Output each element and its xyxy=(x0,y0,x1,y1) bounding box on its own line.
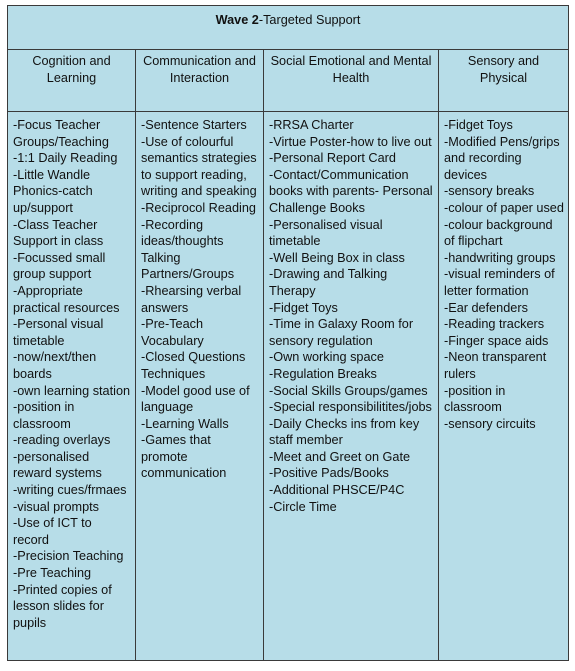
list-item: -Personal Report Card xyxy=(269,151,396,166)
list-item: -Circle Time xyxy=(269,499,337,514)
list-item: -Additional PHSCE/P4C xyxy=(269,483,405,498)
column-heading-semh: Social Emotional and Mental Health xyxy=(264,50,439,112)
list-item: -sensory breaks xyxy=(444,184,535,199)
list-item: -RRSA Charter xyxy=(269,118,354,132)
list-item: -Fidget Toys xyxy=(269,300,338,315)
list-item: -colour background of flipchart xyxy=(444,217,553,249)
list-item: -Precision Teaching xyxy=(13,549,124,564)
list-item: -writing cues/frmaes xyxy=(13,483,127,498)
list-item: -Sentence Starters xyxy=(141,118,247,132)
list-item: -Virtue Poster-how to live out xyxy=(269,134,432,149)
list-item: -reading overlays xyxy=(13,433,111,448)
list-item: -Well Being Box in class xyxy=(269,250,405,265)
list-item: -Meet and Greet on Gate xyxy=(269,449,411,464)
list-item: -colour of paper used xyxy=(444,200,564,215)
column-semh xyxy=(264,112,439,661)
list-item: -position in classroom xyxy=(13,400,75,431)
list-item: -Class Teacher Support in class xyxy=(13,217,104,249)
list-item: -position in classroom xyxy=(444,383,506,415)
list-item: -Daily Checks ins from key staff member xyxy=(269,416,420,448)
list-item: -handwriting groups xyxy=(444,250,556,265)
list-item: -Focussed small group support xyxy=(13,250,106,282)
list-item: -sensory circuits xyxy=(444,416,536,431)
list-item: -own learning station xyxy=(13,383,131,398)
list-item: -Closed Questions Techniques xyxy=(141,350,246,381)
column-sensory xyxy=(439,112,569,661)
table-title-bold: Wave 2 xyxy=(215,13,259,27)
list-item: -Use of ICT to record xyxy=(13,516,92,547)
list-item: -Model good use of language xyxy=(141,383,250,415)
list-item: -Social Skills Groups/games xyxy=(269,383,428,398)
wave-2-support-table xyxy=(7,5,569,661)
list-item: -Modified Pens/grips and recording devices xyxy=(444,134,560,182)
list-item: -Focus Teacher Groups/Teaching xyxy=(13,118,109,149)
list-item: -now/next/then boards xyxy=(13,350,97,381)
list-item: -visual prompts xyxy=(13,499,100,514)
column-heading-sensory: Sensory and Physical xyxy=(439,50,569,112)
table-title xyxy=(8,6,569,50)
list-item: -Personalised visual timetable xyxy=(269,217,383,249)
list-item: -Games that promote communication xyxy=(141,433,227,481)
column-heading-cognition: Cognition and Learning xyxy=(8,50,136,112)
list-item: -Printed copies of lesson slides for pupils xyxy=(13,582,112,630)
list-item: -Little Wandle Phonics-catch up/support xyxy=(13,167,93,215)
list-item: -Pre-Teach Vocabulary xyxy=(141,317,204,348)
column-cognition xyxy=(8,112,136,661)
table-title-rest: -Targeted Support xyxy=(258,13,361,27)
list-item: -Learning Walls xyxy=(141,416,229,431)
list-item: -Rhearsing verbal answers xyxy=(141,283,242,315)
list-item: -Own working space xyxy=(269,350,384,365)
list-item: -Reading trackers xyxy=(444,317,545,332)
list-item: -Special responsibilitites/jobs xyxy=(269,400,432,415)
column-communication xyxy=(136,112,264,661)
list-item: -Reciprocol Reading xyxy=(141,200,256,215)
column-heading-communication: Communication and Interaction xyxy=(136,50,264,112)
list-item: -Contact/Communication books with parents- Personal Challenge Books xyxy=(269,167,433,215)
list-item: -Ear defenders xyxy=(444,300,528,315)
list-item: -Positive Pads/Books xyxy=(269,466,389,481)
list-item: -Time in Galaxy Room for sensory regulation xyxy=(269,317,414,348)
list-item: -Neon transparent rulers xyxy=(444,350,547,381)
list-item: -1:1 Daily Reading xyxy=(13,151,118,166)
list-item: -Use of colourful semantics strategies to support reading, writing and speaking xyxy=(141,134,257,199)
list-item: -visual reminders of letter formation xyxy=(444,267,555,298)
list-item: -Drawing and Talking Therapy xyxy=(269,267,388,298)
list-item: -Pre Teaching xyxy=(13,566,92,581)
list-item: -Recording ideas/thoughts Talking Partners/Groups xyxy=(141,217,235,282)
list-item: -Finger space aids xyxy=(444,333,549,348)
list-item: -personalised reward systems xyxy=(13,449,102,481)
list-item: -Fidget Toys xyxy=(444,118,513,132)
list-item: -Appropriate practical resources xyxy=(13,283,120,315)
list-item: -Regulation Breaks xyxy=(269,366,377,381)
list-item: -Personal visual timetable xyxy=(13,317,104,348)
